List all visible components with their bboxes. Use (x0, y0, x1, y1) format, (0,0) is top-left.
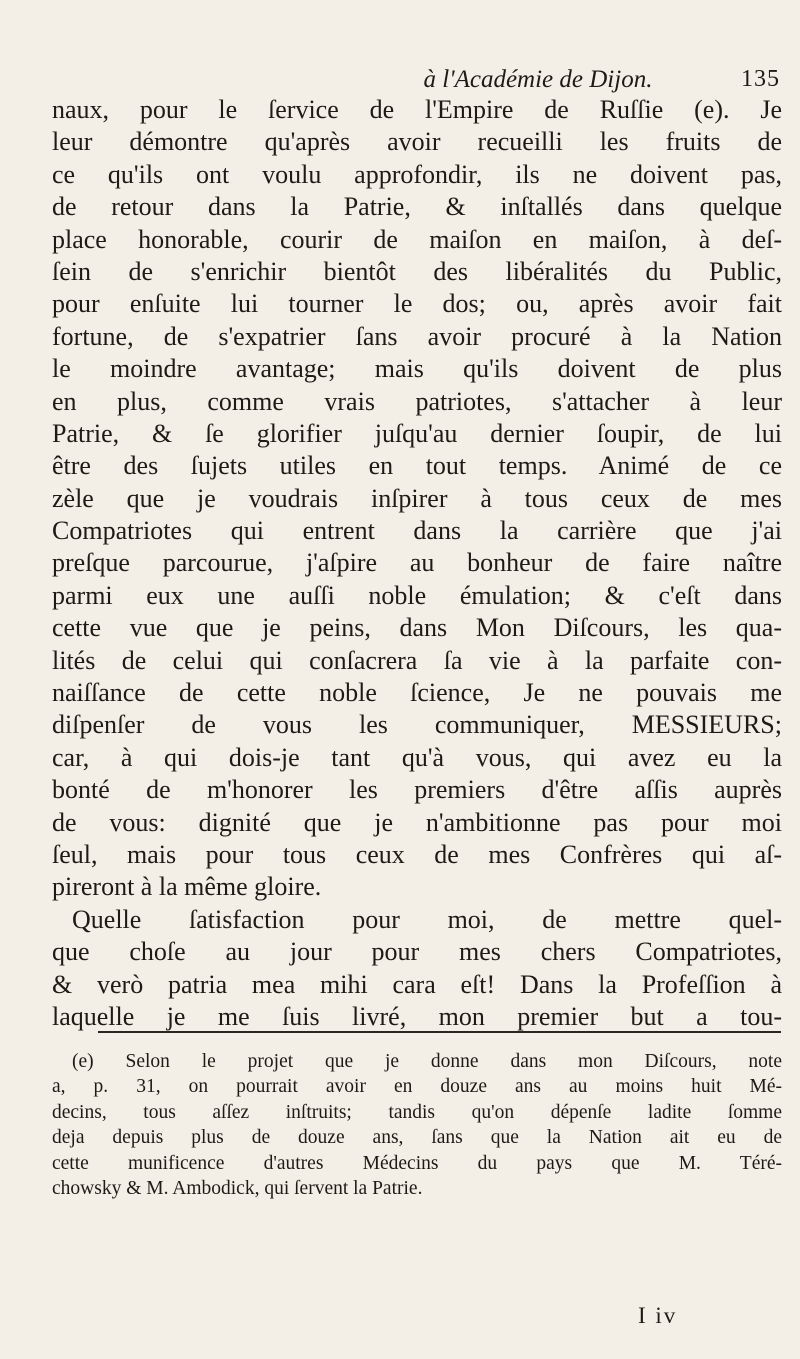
text-line: pour enſuite lui tourner le dos; ou, après avoir fait (52, 289, 782, 319)
text-line: de vous: dignité que je n'ambitionne pas pour moi (52, 807, 782, 837)
text-line: Patrie, & ſe glorifier juſqu'au dernier ſoupir, de lui (52, 418, 782, 448)
text-line: en plus, comme vrais patriotes, s'attacher à leur (52, 386, 782, 416)
text-line: le moindre avantage; mais qu'ils doivent de plus (52, 354, 782, 384)
footnote-line: chowsky & M. Ambodick, qui ſervent la Patrie. (52, 1177, 423, 1199)
text-line: bonté de m'honorer les premiers d'être aſſis auprès (52, 775, 782, 805)
running-head: à l'Académie de Dijon. (423, 66, 653, 93)
text-line: ce qu'ils ont voulu approfondir, ils ne doivent pas, (52, 159, 782, 189)
text-line: ſeul, mais pour tous ceux de mes Confrères qui aſ- (52, 839, 782, 869)
text-line: ſein de s'enrichir bientôt des libéralités du Public, (52, 256, 782, 286)
signature-mark: I iv (638, 1303, 678, 1328)
text-line: fortune, de s'expatrier ſans avoir procuré à la Nation (52, 321, 782, 351)
text-line: & verò patria mea mihi cara eſt! Dans la Profeſſion à (52, 969, 782, 999)
footnote-line: deja depuis plus de douze ans, ſans que la Nation ait eu de (52, 1127, 782, 1149)
footnote-rule (98, 1031, 781, 1033)
text-line: parmi eux une auſſi noble émulation; & c'eſt dans (52, 580, 782, 610)
text-line: laquelle je me ſuis livré, mon premier but a tou- (52, 1001, 782, 1031)
text-line: cette vue que je peins, dans Mon Diſcours, les qua- (52, 613, 782, 643)
footnote-line: a, p. 31, on pourrait avoir en douze ans au moins huit Mé- (52, 1076, 782, 1098)
footnote-line: decins, tous aſſez inſtruits; tandis qu'on dépenſe ladite ſomme (52, 1101, 782, 1123)
text-line: zèle que je voudrais inſpirer à tous ceux de mes (52, 483, 782, 513)
text-line: Quelle ſatisfaction pour moi, de mettre quel- (72, 904, 782, 934)
text-line: naiſſance de cette noble ſcience, Je ne pouvais me (52, 678, 782, 708)
text-line: lités de celui qui conſacrera ſa vie à la parfaite con- (52, 645, 782, 675)
footnote (52, 1049, 782, 1201)
text-line: car, à qui dois-je tant qu'à vous, qui avez eu la (52, 742, 782, 772)
text-line: que choſe au jour pour mes chers Compatriotes, (52, 937, 782, 967)
text-line: être des ſujets utiles en tout temps. Animé de ce (52, 451, 782, 481)
text-line: pireront à la même gloire. (52, 872, 322, 902)
text-line: de retour dans la Patrie, & inſtallés dans quelque (52, 192, 782, 222)
text-line: preſque parcourue, j'aſpire au bonheur de faire naître (52, 548, 782, 578)
text-line: place honorable, courir de maiſon en maiſon, à deſ- (52, 224, 782, 254)
footnote-line: (e) Selon le projet que je donne dans mon Diſcours, note (72, 1051, 782, 1072)
text-line: Compatriotes qui entrent dans la carrière que j'ai (52, 516, 782, 546)
text-line: naux, pour le ſervice de l'Empire de Ruſſie (e). Je (52, 95, 782, 124)
page-number: 135 (741, 66, 780, 92)
main-text (52, 94, 782, 1033)
text-line: diſpenſer de vous les communiquer, MESSIEURS; (52, 710, 782, 740)
text-line: leur démontre qu'après avoir recueilli les fruits de (52, 127, 782, 157)
footnote-line: cette munificence d'autres Médecins du pays que M. Téré- (52, 1152, 782, 1174)
